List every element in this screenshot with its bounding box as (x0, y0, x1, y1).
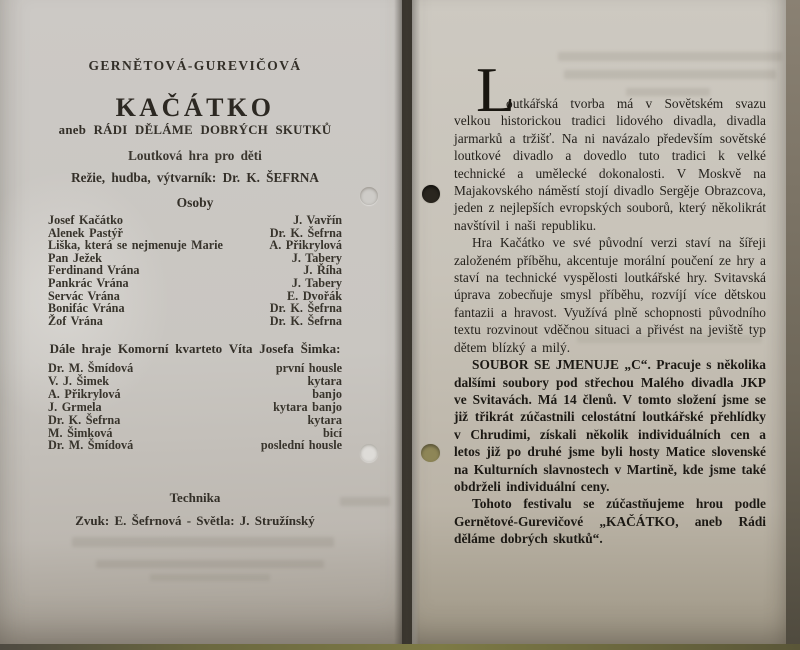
cast-role: Žof Vrána (48, 313, 103, 328)
quartet-instrument: poslední housle (260, 438, 342, 453)
showthrough-smudge (96, 560, 324, 568)
cast-actor: J. Vavřín (293, 213, 342, 227)
quartet-heading: Dále hraje Komorní kvarteto Víta Josefa Šimka: (49, 341, 341, 356)
cast-actor: Dr. K. Šefrna (269, 313, 342, 328)
paragraph-2: Hra Kačátko ve své původní verzi staví na šířeji založeném příběhu, akcentuje morální poučení ze hry a staví na technické vyspělosti loutkářské hry. Svitavská úprava zobecňuje smysl příběhu, rozvíjí více dětskou fantazii a hravost. Využívá plně schopnosti původního textu rozvinout vděčnou situaci a přivést na jeviště typ dětem blízký a milý. (454, 235, 766, 355)
tech-credits-line: Zvuk: E. Šefrnová - Světla: J. Stružínský (75, 513, 315, 528)
paragraph-4: Tohoto festivalu se zúčastňujeme hrou podle Gernětové-Gurevičové „KAČÁTKO, aneb Rádi děláme dobrých skutků“. (454, 496, 766, 547)
cast-heading: Osoby (176, 195, 214, 210)
cast-row (48, 277, 342, 290)
showthrough-smudge (558, 52, 782, 61)
cast-row (48, 239, 342, 252)
tech-heading: Technika (169, 490, 221, 505)
punch-hole (360, 187, 378, 205)
quartet-row (48, 388, 342, 401)
quartet-instrument: banjo (312, 386, 342, 401)
cast-actor: A. Přikrylová (269, 238, 342, 253)
cast-role: Bonifác Vrána (48, 301, 125, 316)
quartet-instrument: kytara (307, 412, 342, 427)
showthrough-smudge (72, 537, 334, 547)
drop-cap (454, 54, 516, 126)
cast-role: Servác Vrána (48, 288, 120, 303)
cast-row (48, 214, 342, 227)
cast-role: Pan Ježek (48, 250, 102, 265)
paragraph-1-text: outkářská tvorba má v Sovětském svazu velkou historickou tradici lidového divadla, divadla jarmarků a tržišť. Na ni navázalo především sovětské loutkové divadlo a dovedlo tuto tradici k velké technické a umělecké dokonalosti. V Moskvě na Majakovského náměstí stojí divadlo Sergěje Obrazcova, jeden z nejlepších evropských souborů, který několikrát navštívil i naši republiku. (454, 96, 766, 233)
cast-actor: E. Dvořák (287, 288, 342, 303)
quartet-name: Dr. K. Šefrna (48, 412, 121, 427)
author-line: GERNĚTOVÁ-GUREVIČOVÁ (88, 58, 302, 73)
punch-hole (360, 444, 378, 462)
paragraph-1 (454, 54, 766, 234)
cast-actor: J. Tabery (291, 275, 342, 290)
cast-role: Ferdinand Vrána (48, 263, 140, 278)
quartet-row (48, 414, 342, 427)
cast-actor: J. Říha (303, 263, 342, 278)
punch-hole (421, 444, 440, 462)
showthrough-smudge (564, 70, 776, 79)
cast-role: Josef Kačátko (48, 213, 123, 227)
cast-role: Alenek Pastýř (48, 225, 123, 240)
quartet-name: A. Přikrylová (48, 386, 121, 401)
play-subtitle: aneb RÁDI DĚLÁME DOBRÝCH SKUTKŮ (58, 123, 332, 137)
cast-actor: Dr. K. Šefrna (269, 301, 342, 316)
book-edge-bottom (0, 644, 800, 650)
quartet-name: J. Grmela (48, 399, 102, 414)
quartet-row (48, 439, 342, 452)
quartet-list (48, 362, 342, 452)
quartet-row (48, 375, 342, 388)
quartet-name: Dr. M. Šmídová (48, 361, 134, 375)
showthrough-smudge (340, 497, 390, 506)
quartet-instrument: kytara banjo (273, 399, 342, 414)
cast-row (48, 315, 342, 328)
quartet-instrument: kytara (307, 373, 342, 388)
essay-text (454, 54, 766, 548)
genre-line: Loutková hra pro děti (128, 148, 262, 163)
play-title: KAČÁTKO (115, 93, 275, 122)
left-page (0, 0, 402, 646)
cast-role: Pankrác Vrána (48, 275, 129, 290)
cast-list (48, 214, 342, 327)
cast-actor: Dr. K. Šefrna (269, 225, 342, 240)
quartet-name: Dr. M. Šmídová (48, 438, 134, 453)
showthrough-smudge (150, 574, 270, 581)
quartet-row (48, 401, 342, 414)
book-edge-right (786, 0, 800, 650)
cast-actor: J. Tabery (291, 250, 342, 265)
cast-row (48, 302, 342, 315)
quartet-row (48, 362, 342, 375)
drop-cap-letter: L (476, 54, 516, 126)
paragraph-3: SOUBOR SE JMENUJE „C“. Pracuje s několika dalšími soubory pod střechou Malého divadla JKP ve Svitavách. Má 14 členů. V tomto složení jsme se již třikrát zúčastnili celostátní loutkářské přehlídky v Chrudimi, získali několik individuálních cen a letos již po druhé jsme byli hosty Matice slovenské na Kulturních slavnostech v Martině, kde jsme také obdrželi individuální ceny. (454, 357, 766, 494)
quartet-instrument: první housle (275, 361, 342, 375)
page-gutter (394, 0, 420, 650)
cast-role: Liška, která se nejmenuje Marie (48, 238, 223, 253)
quartet-name: V. J. Šimek (48, 373, 110, 388)
right-page (412, 0, 786, 648)
punch-hole (422, 185, 440, 203)
quartet-name: M. Šimková (48, 425, 113, 440)
credits-line: Režie, hudba, výtvarník: Dr. K. ŠEFRNA (71, 170, 319, 185)
quartet-instrument: bicí (323, 425, 342, 440)
